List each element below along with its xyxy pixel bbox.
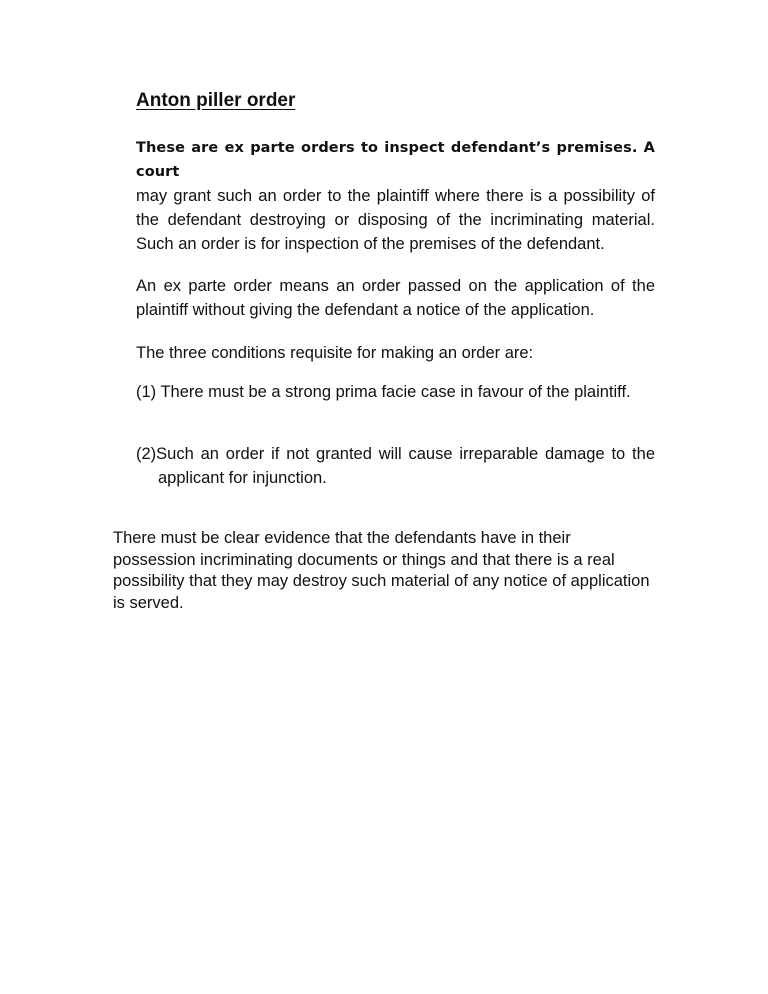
list-item-text: There must be a strong prima facie case in favour of the plaintiff. bbox=[160, 383, 631, 401]
list-item bbox=[136, 442, 655, 490]
list-item-number: (1) bbox=[136, 383, 161, 401]
list-item-text: Such an order if not granted will cause irreparable damage to the applicant for injunction. bbox=[156, 445, 655, 487]
paragraph-definition bbox=[136, 136, 655, 256]
paragraph-conditions-intro: The three conditions requisite for making an order are: bbox=[136, 344, 534, 362]
paragraph-body: may grant such an order to the plaintiff where there is a possibility of the defendant destroying or disposing of the incriminating material. Such an order is for inspection of the premises of the defendant. bbox=[136, 187, 655, 253]
paragraph-lead: These are ex parte orders to inspect defendant’s premises. A court bbox=[136, 140, 655, 180]
paragraph-ex-parte: An ex parte order means an order passed on the application of the plaintiff without giving the defendant a notice of the application. bbox=[136, 277, 655, 319]
paragraph-evidence: There must be clear evidence that the defendants have in their possession incriminating documents or things and that there is a real possibility that they may destroy such material of any notice of application is served. bbox=[113, 529, 650, 612]
list-item bbox=[136, 380, 655, 404]
page-title: Anton piller order bbox=[136, 90, 296, 111]
list-item-number: (2) bbox=[136, 445, 157, 463]
